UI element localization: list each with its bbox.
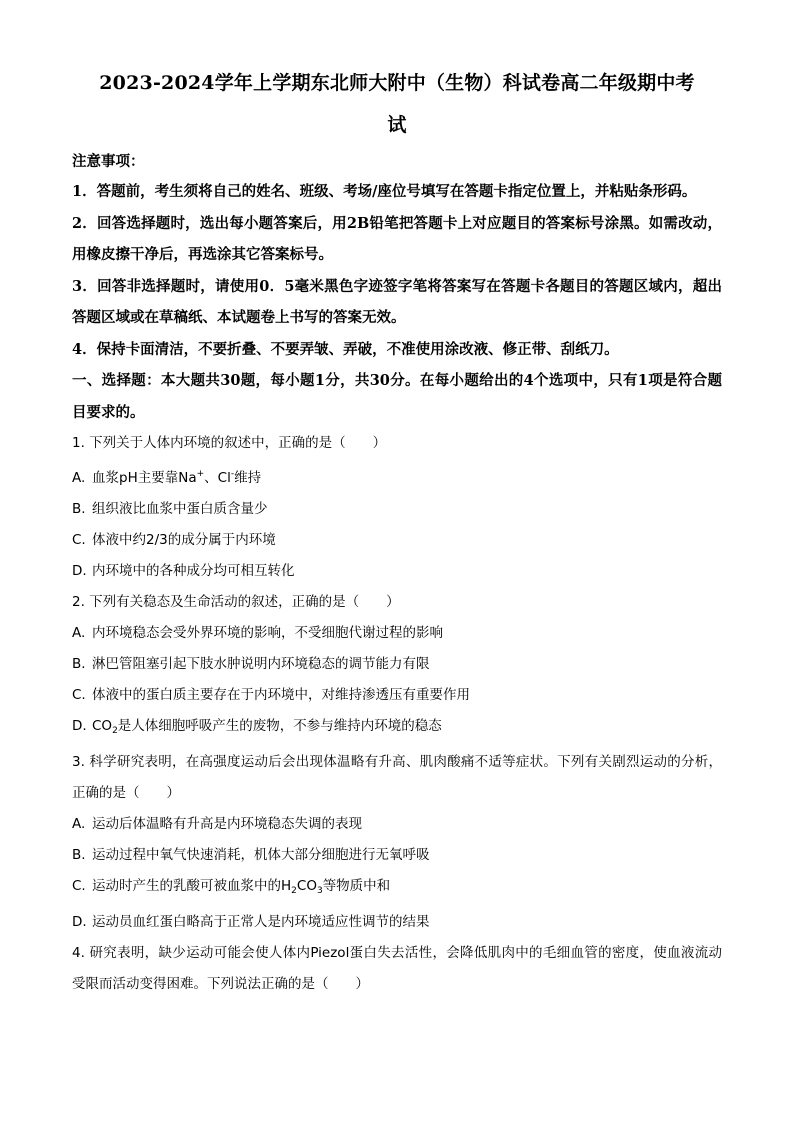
option-text: 体液中约2/3的成分属于内环境 — [92, 532, 276, 548]
option-text: 维持 — [234, 470, 262, 486]
question-1-option-c — [72, 525, 722, 556]
option-text: CO — [92, 718, 113, 734]
option-text: 运动时产生的乳酸可被血浆中的H — [92, 878, 292, 894]
question-2-option-d — [72, 711, 722, 747]
option-letter: C. — [72, 687, 86, 703]
question-2-option-a — [72, 618, 722, 649]
subscript: 2 — [112, 726, 118, 736]
question-3-option-b — [72, 840, 722, 871]
option-letter: C. — [72, 878, 86, 894]
option-letter: D. — [72, 914, 87, 930]
option-letter: D. — [72, 718, 87, 734]
question-1-stem: 1. 下列关于人体内环境的叙述中，正确的是（ ） — [72, 435, 387, 451]
notice-heading: 注意事项： — [72, 153, 145, 170]
option-text: 内环境中的各种成分均可相互转化 — [92, 563, 295, 579]
page-title-line1: 2023-2024学年上学期东北师大附中（生物）科试卷高二年级期中考 — [99, 72, 695, 94]
option-letter: D. — [72, 563, 87, 579]
subscript: 3 — [316, 886, 323, 896]
question-2-option-b — [72, 649, 722, 680]
page-title-line2: 试 — [387, 114, 407, 136]
notice-item-2: 2．回答选择题时，选出每小题答案后，用2B铅笔把答题卡上对应题目的答案标号涂黑。如需改动，用橡皮擦干净后，再选涂其它答案标号。 — [72, 214, 722, 263]
option-text: 内环境稳态会受外界环境的影响，不受细胞代谢过程的影响 — [92, 625, 443, 641]
option-text: 体液中的蛋白质主要存在于内环境中，对维持渗透压有重要作用 — [92, 687, 470, 703]
option-letter: B. — [72, 501, 86, 517]
option-text: 是人体细胞呼吸产生的废物，不参与维持内环境的稳态 — [117, 718, 442, 734]
exam-page — [72, 62, 722, 1000]
section-header: 一、选择题：本大题共30题，每小题1分，共30分。在每小题给出的4个选项中，只有1项是符合题目要求的。 — [72, 372, 722, 421]
question-4-stem: 4. 研究表明，缺少运动可能会使人体内Piezol蛋白失去活性，会降低肌肉中的毛细血管的密度，使血液流动受限而活动变得困难。下列说法正确的是（ ） — [72, 945, 722, 992]
option-letter: B. — [72, 656, 86, 672]
option-letter: B. — [72, 847, 86, 863]
question-3-option-c — [72, 871, 722, 907]
question-2-option-c — [72, 680, 722, 711]
option-text: 运动后体温略有升高是内环境稳态失调的表现 — [92, 816, 362, 832]
question-1-option-a — [72, 459, 722, 494]
option-letter: A. — [72, 470, 86, 486]
notice-item-3: 3．回答非选择题时，请使用0．5毫米黑色字迹签字笔将答案写在答题卡各题目的答题区域内，超出答题区域或在草稿纸、本试题卷上书写的答案无效。 — [72, 277, 722, 326]
subscript: 2 — [291, 886, 297, 896]
superscript: + — [196, 469, 205, 479]
option-text: 、Cl — [204, 470, 231, 486]
option-letter: C. — [72, 532, 86, 548]
question-2-stem: 2. 下列有关稳态及生命活动的叙述，正确的是（ ） — [72, 594, 400, 610]
option-letter: A. — [72, 625, 86, 641]
option-text: 淋巴管阻塞引起下肢水肿说明内环境稳态的调节能力有限 — [92, 656, 430, 672]
superscript: - — [230, 469, 235, 479]
question-1-option-d — [72, 556, 722, 587]
option-text: CO — [296, 878, 317, 894]
option-text: 血浆pH主要靠Na — [92, 470, 197, 486]
question-1-option-b — [72, 494, 722, 525]
option-text: 组织液比血浆中蛋白质含量少 — [92, 501, 268, 517]
question-3-option-a — [72, 809, 722, 840]
question-3-stem: 3. 科学研究表明，在高强度运动后会出现体温略有升高、肌肉酸痛不适等症状。下列有关剧烈运动的分析，正确的是（ ） — [72, 754, 722, 801]
option-letter: A. — [72, 816, 86, 832]
option-text: 运动过程中氧气快速消耗，机体大部分细胞进行无氧呼吸 — [92, 847, 430, 863]
question-3-option-d — [72, 907, 722, 938]
notice-item-1: 1．答题前，考生须将自己的姓名、班级、考场/座位号填写在答题卡指定位置上，并粘贴条形码。 — [72, 183, 697, 200]
notice-item-4: 4．保持卡面清洁，不要折叠、不要弄皱、弄破，不准使用涂改液、修正带、刮纸刀。 — [72, 340, 619, 358]
option-text: 运动员血红蛋白略高于正常人是内环境适应性调节的结果 — [92, 914, 430, 930]
option-text: 等物质中和 — [322, 878, 391, 894]
